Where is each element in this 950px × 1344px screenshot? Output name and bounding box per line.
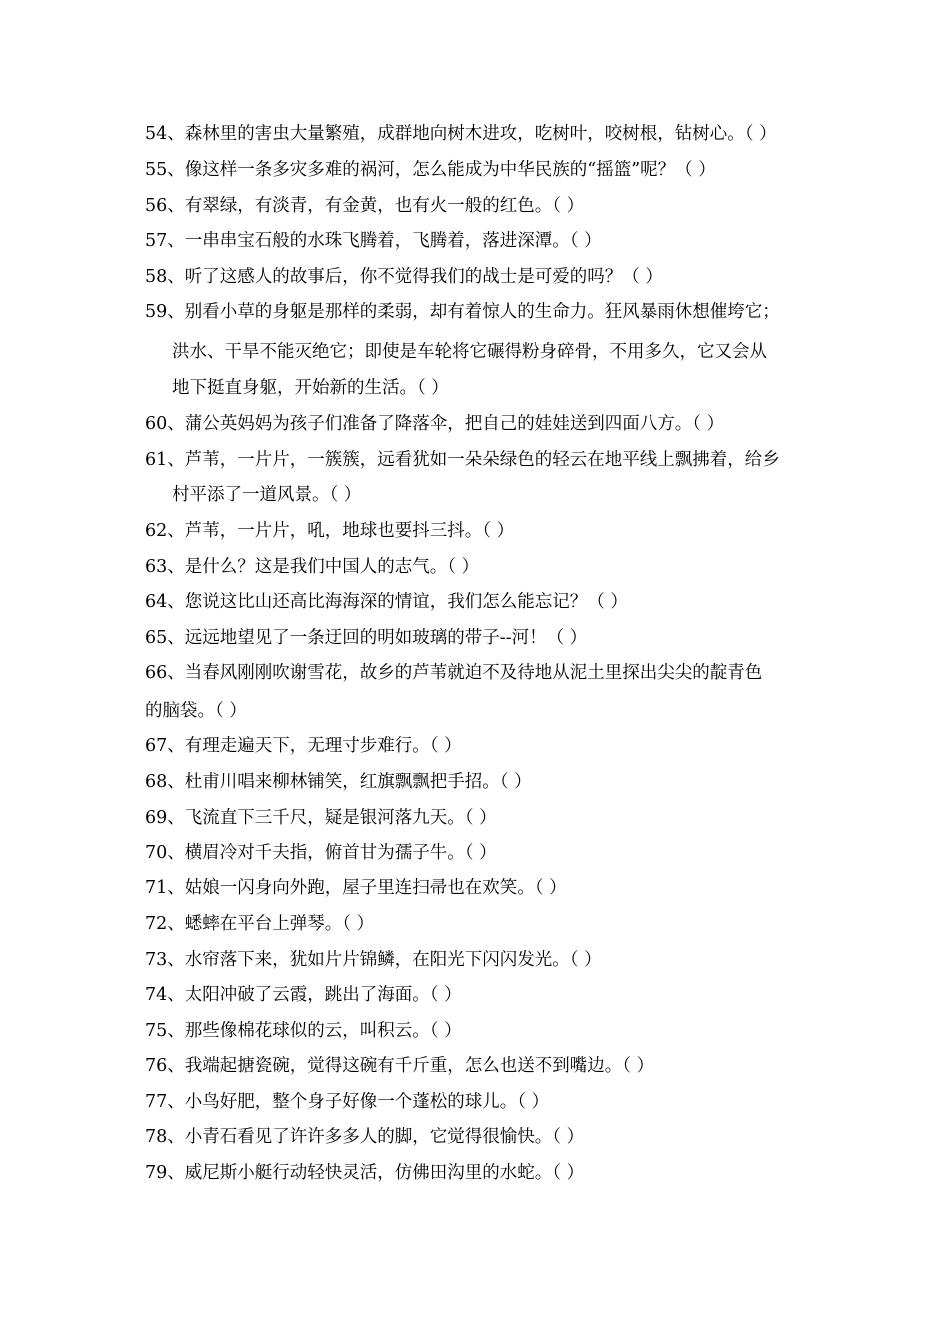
line: 58、听了这感人的故事后，你不觉得我们的战士是可爱的吗？（ ） [145, 267, 663, 287]
sentence-65 [145, 621, 815, 657]
sentence-59-continuation [172, 371, 842, 407]
line: 洪水、干旱不能灭绝它；即使是车轮将它碾得粉身碎骨，不用多久，它又会从 [172, 342, 767, 362]
line: 69、飞流直下三千尺，疑是银河落九天。（ ） [145, 808, 497, 828]
line: 地下挺直身躯，开始新的生活。（ ） [172, 378, 449, 398]
sentence-62 [145, 514, 815, 550]
sentence-60 [145, 407, 815, 443]
line: 村平添了一道风景。（ ） [172, 485, 362, 505]
sentence-58 [145, 260, 815, 296]
line: 72、蟋蟀在平台上弹琴。（ ） [145, 914, 375, 934]
sentence-55 [145, 153, 815, 189]
sentence-76 [145, 1049, 815, 1085]
sentence-67 [145, 729, 815, 765]
line: 76、我端起搪瓷碗，觉得这碗有千斤重，怎么也送不到嘴边。（ ） [145, 1056, 655, 1076]
line: 75、那些像棉花球似的云，叫积云。（ ） [145, 1021, 462, 1041]
line: 65、远远地望见了一条迂回的明如玻璃的带子--河！（ ） [145, 628, 588, 648]
line: 60、蒲公英妈妈为孩子们准备了降落伞，把自己的娃娃送到四面八方。（ ） [145, 414, 725, 434]
line: 61、芦苇，一片片，一簇簇，远看犹如一朵朵绿色的轻云在地平线上飘拂着，给乡 [145, 450, 780, 470]
sentence-70 [145, 836, 815, 872]
line: 68、杜甫川唱来柳林铺笑，红旗飘飘把手招。（ ） [145, 772, 532, 792]
line: 71、姑娘一闪身向外跑，屋子里连扫帚也在欢笑。（ ） [145, 878, 567, 898]
sentence-54 [145, 117, 815, 153]
line: 57、一串串宝石般的水珠飞腾着，飞腾着，落进深潭。（ ） [145, 231, 602, 251]
line: 59、别看小草的身躯是那样的柔弱，却有着惊人的生命力。狂风暴雨休想催垮它； [145, 302, 780, 322]
sentence-61 [145, 443, 815, 479]
sentence-61-continuation [172, 478, 842, 514]
sentence-63 [145, 550, 815, 586]
line: 67、有理走遍天下，无理寸步难行。（ ） [145, 736, 462, 756]
line: 74、太阳冲破了云霞，跳出了海面。（ ） [145, 985, 462, 1005]
line: 78、小青石看见了许许多多人的脚，它觉得很愉快。（ ） [145, 1127, 585, 1147]
sentence-56 [145, 189, 815, 225]
line: 54、森林里的害虫大量繁殖，成群地向树木进攻，吃树叶，咬树根，钻树心。（ ） [145, 124, 777, 144]
sentence-64 [145, 585, 815, 621]
sentence-57 [145, 224, 815, 260]
line: 62、芦苇，一片片，吼，地球也要抖三抖。（ ） [145, 521, 515, 541]
sentence-72 [145, 907, 815, 943]
sentence-74 [145, 978, 815, 1014]
sentence-78 [145, 1120, 815, 1156]
line: 66、当春风刚刚吹谢雪花，故乡的芦苇就迫不及待地从泥土里探出尖尖的靛青色 [145, 663, 763, 683]
sentence-66 [145, 656, 815, 692]
sentence-59 [145, 295, 815, 331]
sentence-73 [145, 943, 815, 979]
line: 79、威尼斯小艇行动轻快灵活，仿佛田沟里的水蛇。（ ） [145, 1163, 585, 1183]
line: 的脑袋。（ ） [145, 701, 247, 721]
sentence-69 [145, 801, 815, 837]
line: 70、横眉冷对千夫指，俯首甘为孺子牛。（ ） [145, 843, 497, 863]
line: 63、是什么？这是我们中国人的志气。（ ） [145, 557, 480, 577]
line: 56、有翠绿，有淡青，有金黄，也有火一般的红色。（ ） [145, 196, 585, 216]
line: 64、您说这比山还高比海海深的情谊，我们怎么能忘记？（ ） [145, 592, 628, 612]
sentence-68 [145, 765, 815, 801]
sentence-79 [145, 1156, 815, 1192]
sentence-66-continuation [145, 694, 815, 730]
line: 73、水帘落下来，犹如片片锦鳞，在阳光下闪闪发光。（ ） [145, 950, 602, 970]
line: 77、小鸟好肥，整个身子好像一个蓬松的球儿。（ ） [145, 1092, 550, 1112]
sentence-71 [145, 871, 815, 907]
line: 55、像这样一条多灾多难的祸河，怎么能成为中华民族的“摇篮”呢？（ ） [145, 160, 716, 180]
sentence-75 [145, 1014, 815, 1050]
sentence-59-continuation [172, 335, 842, 371]
sentence-77 [145, 1085, 815, 1121]
